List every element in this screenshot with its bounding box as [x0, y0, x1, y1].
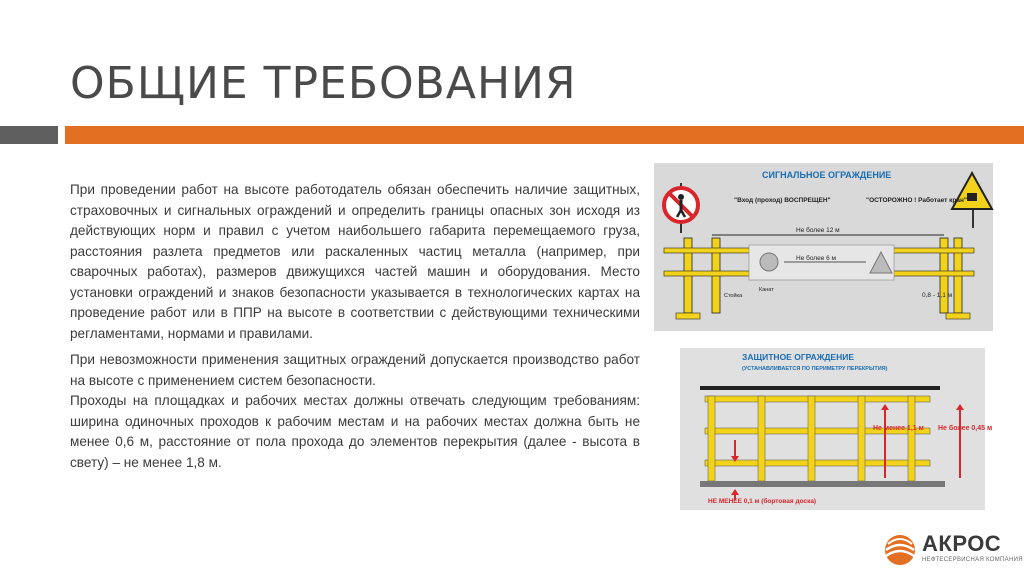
post-base-right — [946, 313, 970, 319]
paragraph-requirements: При проведении работ на высоте работодатель обязан обеспечить наличие защитных, страховочных и сигнальных ограждений и определить границы опасных зон исходя из действующих норм и правил с учетом наибольшего габарита перемещаемого груза, расстояния разлета предметов или раскаленных частиц металла (например, при сварочных работах), размеров движущихся частей машин и оборудования. Место установки ограждений и знаков безопасности указывается в технологических картах на проведение работ или в ППР на высоте в соответствии с действующими техническими регламентами, нормами и правилами. — [70, 182, 640, 341]
board-label: НЕ МЕНЕЕ 0,1 м (бортовая доска) — [708, 498, 817, 505]
signal-fence-diagram — [654, 163, 993, 331]
post-label: Стойка — [724, 293, 743, 299]
title-underline-gray — [0, 126, 58, 144]
protective-fence-diagram — [680, 348, 993, 510]
slide-title: ОБЩИЕ ТРЕБОВАНИЯ — [70, 58, 577, 109]
post-base-left — [676, 313, 700, 319]
paragraph-passages: Проходы на площадках и рабочих местах должны отвечать следующим требованиям: ширина одиночных проходов к рабочим местам и на рабочих местах должна быть не менее 0,6 м, расстояние от пола прохода до элементов перекрытия (далее - высота в свету) – не менее 1,8 м. — [70, 393, 640, 470]
body-text — [70, 180, 640, 473]
sign-right-label: "ОСТОРОЖНО ! Работает кран" — [866, 197, 968, 204]
signal-diagram-title: СИГНАЛЬНОЕ ОГРАЖДЕНИЕ — [762, 170, 892, 180]
paragraph-safety-systems: При невозможности применения защитных ограждений допускается производство работ на высоте с применением систем безопасности. — [70, 352, 640, 388]
dimension-label-6m: Не более 6 м — [796, 255, 837, 262]
height-label-11: Не менее 1,1 м — [873, 425, 924, 432]
top-beam — [700, 386, 940, 390]
height-label-045: Не более 0,45 м — [938, 425, 993, 432]
dimension-label-12m: Не более 12 м — [796, 227, 840, 234]
height-label: 0,8 - 1,1 м — [922, 292, 953, 299]
protect-diagram-title: ЗАЩИТНОЕ ОГРАЖДЕНИЕ — [742, 352, 855, 362]
logo-tagline: НЕФТЕСЕРВИСНАЯ КОМПАНИЯ — [922, 557, 1023, 563]
protect-diagram-subtitle: (УСТАНАВЛИВАЕТСЯ ПО ПЕРИМЕТРУ ПЕРЕКРЫТИЯ) — [742, 366, 888, 372]
rope-label: Канат — [759, 287, 774, 293]
floor-slab — [700, 481, 945, 487]
logo-name: АКРОС — [922, 531, 1002, 556]
circle-sign-icon — [760, 253, 778, 271]
sign-left-label: "Вход (проход) ВОСПРЕЩЕН" — [734, 197, 831, 204]
title-underline-orange — [65, 126, 1024, 144]
